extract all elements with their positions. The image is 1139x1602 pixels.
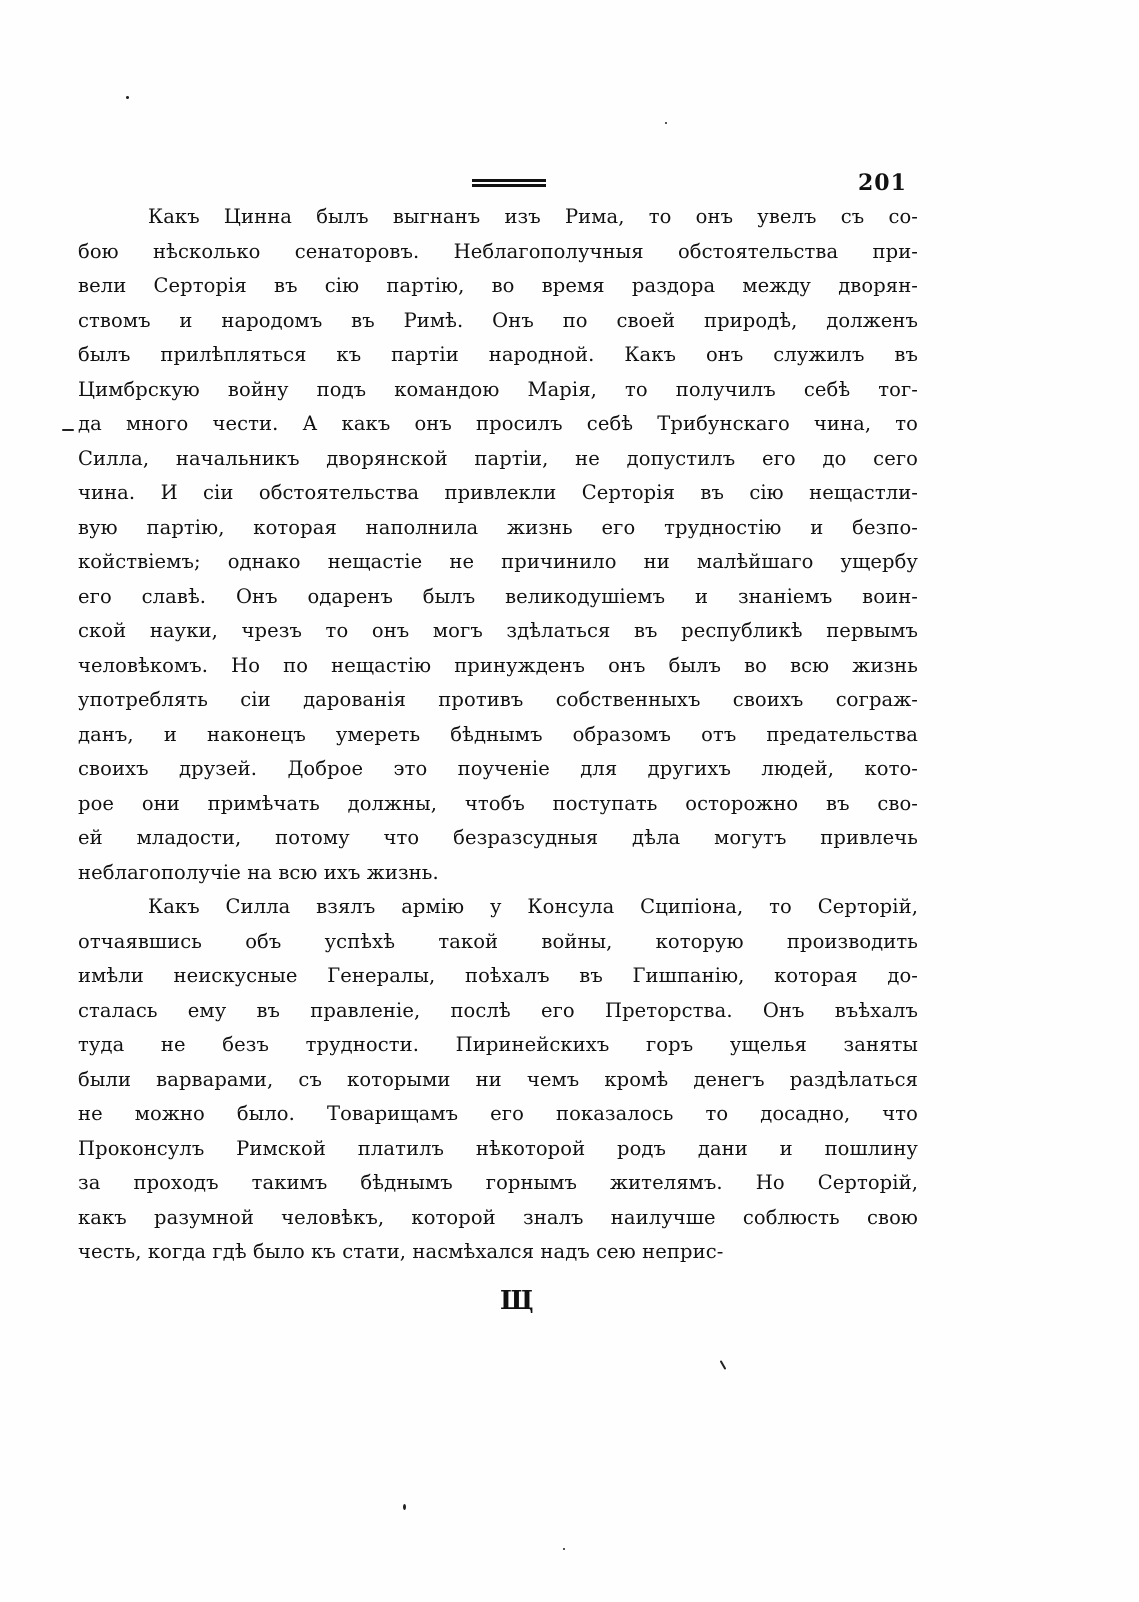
text-line: не можно было. Товарищамъ его показалось то досадно, что: [78, 1102, 918, 1125]
text-line: ей младости, потому что безразсудныя дѣла могутъ привлечь: [78, 826, 918, 849]
text-line: за проходъ такимъ бѣднымъ горнымъ жителямъ. Но Серторій,: [78, 1171, 918, 1194]
text-line: сталась ему въ правленіе, послѣ его Преторства. Онъ въѣхалъ: [78, 998, 918, 1022]
text-line: рое они примѣчать должны, чтобъ поступать осторожно въ сво-: [78, 791, 918, 815]
paragraphs: [78, 200, 918, 1270]
text-line: бою нѣсколько сенаторовъ. Неблагополучныя обстоятельства при-: [78, 239, 918, 263]
text-line: его славѣ. Онъ одаренъ былъ великодушіемъ и знаніемъ воин-: [78, 584, 918, 608]
scan-speck: [720, 1360, 727, 1370]
text-line: честь, когда гдѣ было къ стати, насмѣхался надъ сею неприс-: [78, 1240, 724, 1263]
text-line: Проконсулъ Римской платилъ нѣкоторой родъ дани и пошлину: [78, 1136, 918, 1160]
scan-speck: [563, 1548, 565, 1550]
text-line: данъ, и наконецъ умереть бѣднымъ образомъ отъ предательства: [78, 722, 918, 746]
text-line: неблагополучіе на всю ихъ жизнь.: [78, 860, 439, 884]
catchword: Щ: [500, 1286, 534, 1316]
text-line: были варварами, съ которыми ни чемъ кромѣ денегъ раздѣлаться: [78, 1067, 918, 1091]
text-line: туда не безъ трудности. Пиринейскихъ горъ ущелья заняты: [78, 1033, 918, 1056]
scan-speck: [62, 429, 74, 431]
scan-speck: [665, 122, 667, 124]
text-line: да много чести. А какъ онъ просилъ себѣ Трибунскаго чина, то: [78, 412, 918, 435]
header-ornament-rule: [472, 179, 546, 190]
scan-speck: [126, 96, 129, 99]
body-text: [78, 200, 918, 1270]
text-line: своихъ друзей. Доброе это поученіе для другихъ людей, кото-: [78, 757, 918, 780]
text-line: чина. И сіи обстоятельства привлекли Серторія въ сію нещастли-: [78, 481, 918, 504]
text-line: Какъ Цинна былъ выгнанъ изъ Рима, то онъ увелъ съ со-: [148, 205, 918, 228]
text-line: Силла, начальникъ дворянской партіи, не допустилъ его до сего: [78, 446, 918, 470]
text-line: какъ разумной человѣкъ, которой зналъ наилучше соблюсть свою: [78, 1205, 918, 1229]
text-line: койствіемъ; однако нещастіе не причинило ни малѣйшаго ущербу: [78, 550, 918, 573]
text-line: отчаявшись объ успѣхѣ такой войны, которую производить: [78, 929, 918, 953]
text-line: былъ прилѣпляться къ партіи народной. Какъ онъ служилъ въ: [78, 343, 918, 366]
text-line: ской науки, чрезъ то онъ могъ здѣлаться въ республикѣ первымъ: [78, 619, 918, 642]
text-line: имѣли неискусные Генералы, поѣхалъ въ Гишпанію, которая до-: [78, 964, 918, 987]
text-line: Цимбрскую войну подъ командою Марія, то получилъ себѣ тог-: [78, 377, 918, 401]
scan-speck: [403, 1504, 406, 1510]
text-line: человѣкомъ. Но по нещастію принужденъ онъ былъ во всю жизнь: [78, 653, 918, 677]
page-number: 201: [858, 170, 907, 196]
text-line: вую партію, которая наполнила жизнь его трудностію и безпо-: [78, 515, 918, 539]
text-line: употреблять сіи дарованія противъ собственныхъ своихъ сограж-: [78, 688, 918, 711]
text-line: Какъ Силла взялъ армію у Консула Сципіона, то Серторій,: [148, 895, 918, 918]
text-line: ствомъ и народомъ въ Римѣ. Онъ по своей природѣ, долженъ: [78, 308, 918, 332]
text-line: вели Серторія въ сію партію, во время раздора между дворян-: [78, 274, 918, 297]
